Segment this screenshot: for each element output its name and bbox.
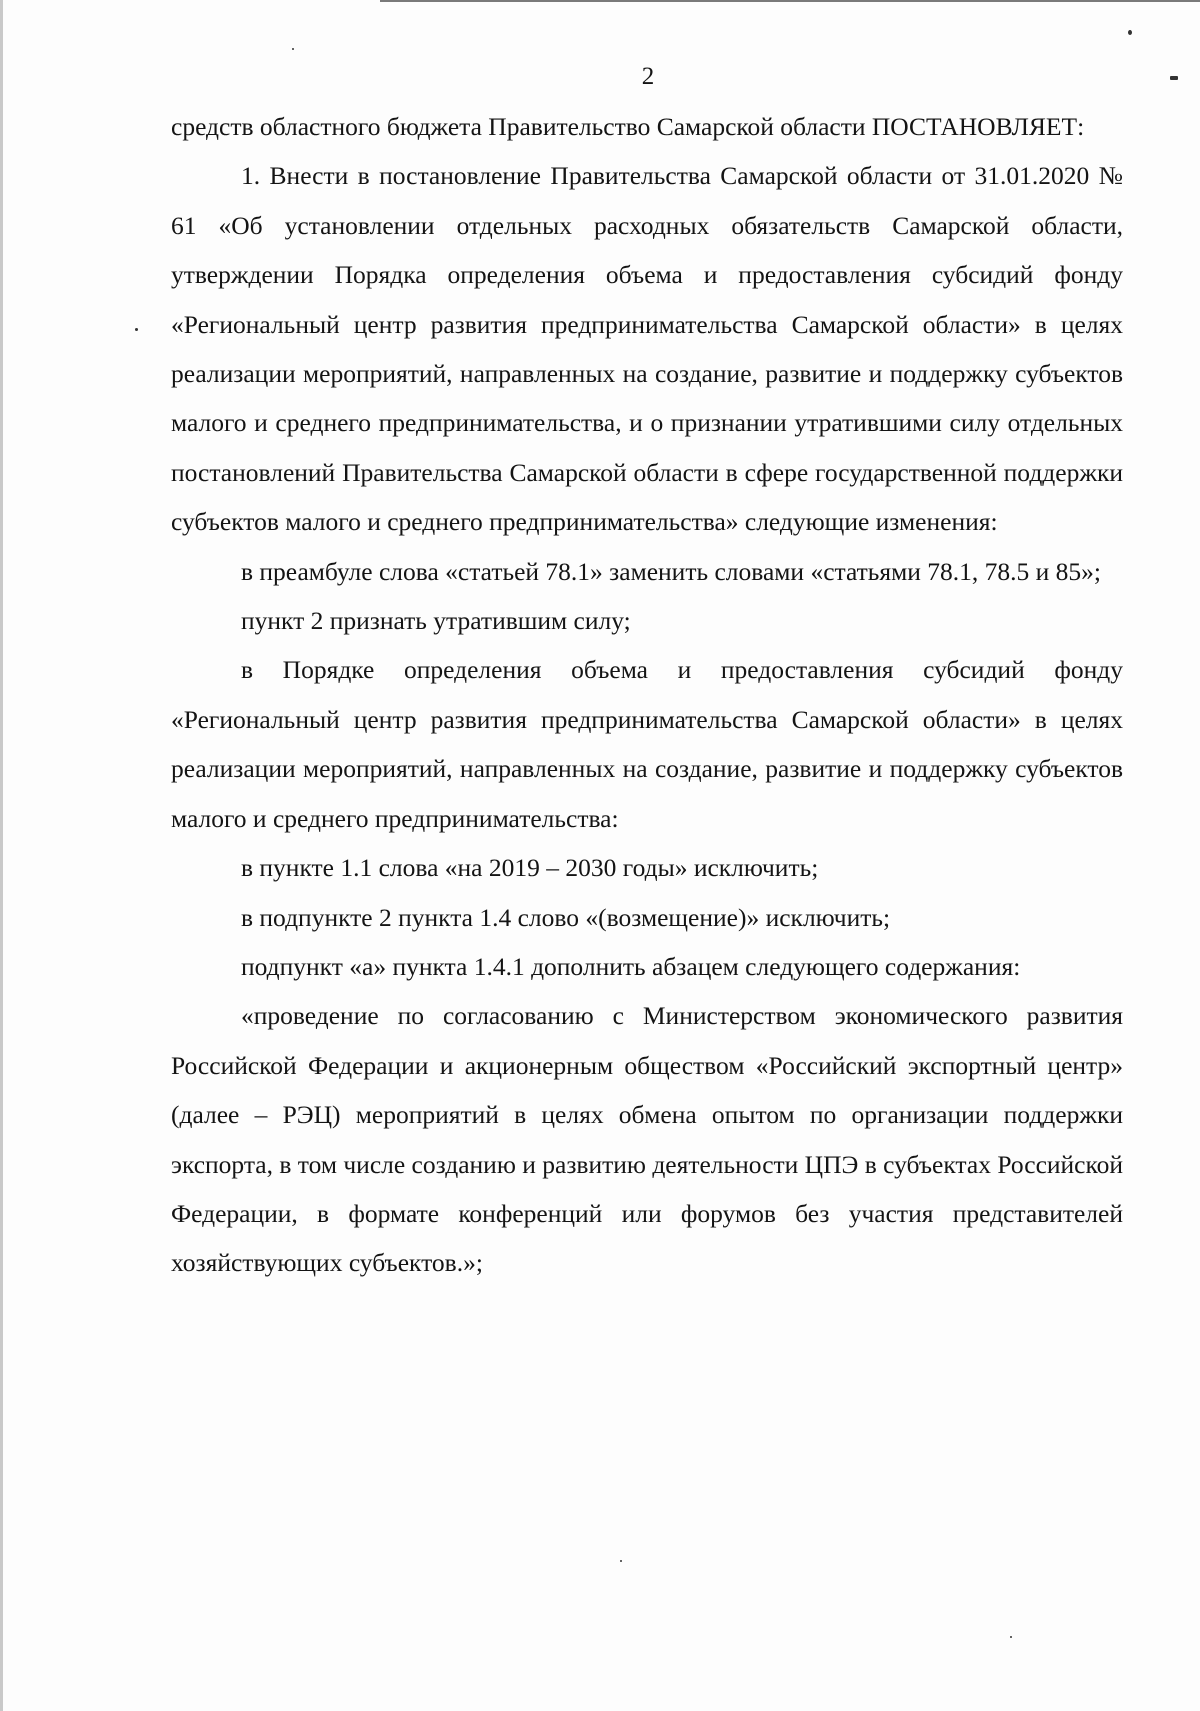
paragraph-point-2-repeal: пункт 2 признать утратившим силу; <box>241 606 631 636</box>
paragraph-point-1-1: в пункте 1.1 слова «на 2019 – 2030 годы» исключить; <box>241 853 819 883</box>
paragraph-subpoint-a-1-4-1: подпункт «а» пункта 1.4.1 дополнить абзацем следующего содержания: <box>241 951 1021 981</box>
paragraph-subpoint-2-point-1-4: в подпункте 2 пункта 1.4 слово «(возмещение)» исключить; <box>241 902 891 932</box>
page-number: 2 <box>641 63 655 90</box>
scan-speck <box>292 48 294 50</box>
scan-speck <box>620 1560 622 1562</box>
paragraph-quoted-addition: «проведение по согласованию с Министерством экономического развития Российской Федерации и акционерным обществом «Российский экспортный центр» (далее – РЭЦ) мероприятий в целях обмена опытом по организации поддержки экспорта, в том числе созданию и развитию деятельности ЦПЭ в субъектах Российской Федерации, в формате конференций или форумов без участия представителей хозяйствующих субъектов.»; <box>171 1001 1123 1278</box>
scan-left-edge <box>0 0 3 1711</box>
paragraph-intro: средств областного бюджета Правительство Самарской области ПОСТАНОВЛЯЕТ: <box>171 112 1085 141</box>
scan-speck <box>1170 76 1178 80</box>
paragraph-preamble-change: в преамбуле слова «статьей 78.1» заменить словами «статьями 78.1, 78.5 и 85»; <box>241 556 1102 586</box>
paragraph-item-1: 1. Внести в постановление Правительства Самарской области от 31.01.2020 № 61 «Об установлении отдельных расходных обязательств Самарской области, утверждении Порядка определения объема и предоставления субсидий фонду «Региональный центр развития предпринимательства Самарской области» в целях реализации мероприятий, направленных на создание, развитие и поддержку субъектов малого и среднего предпринимательства, и о признании утратившими силу отдельных постановлений Правительства Самарской области в сфере государственной поддержки субъектов малого и среднего предпринимательства» следующие изменения: <box>171 161 1123 537</box>
paragraph-procedure-changes: в Порядке определения объема и предоставления субсидий фонду «Региональный центр развития предпринимательства Самарской области» в целях реализации мероприятий, направленных на создание, развитие и поддержку субъектов малого и среднего предпринимательства: <box>171 655 1123 833</box>
document-body <box>171 102 1123 1288</box>
scan-top-rule <box>380 0 1200 2</box>
scan-speck <box>1128 30 1132 35</box>
scan-speck <box>135 328 138 331</box>
scan-speck <box>1010 1636 1012 1638</box>
